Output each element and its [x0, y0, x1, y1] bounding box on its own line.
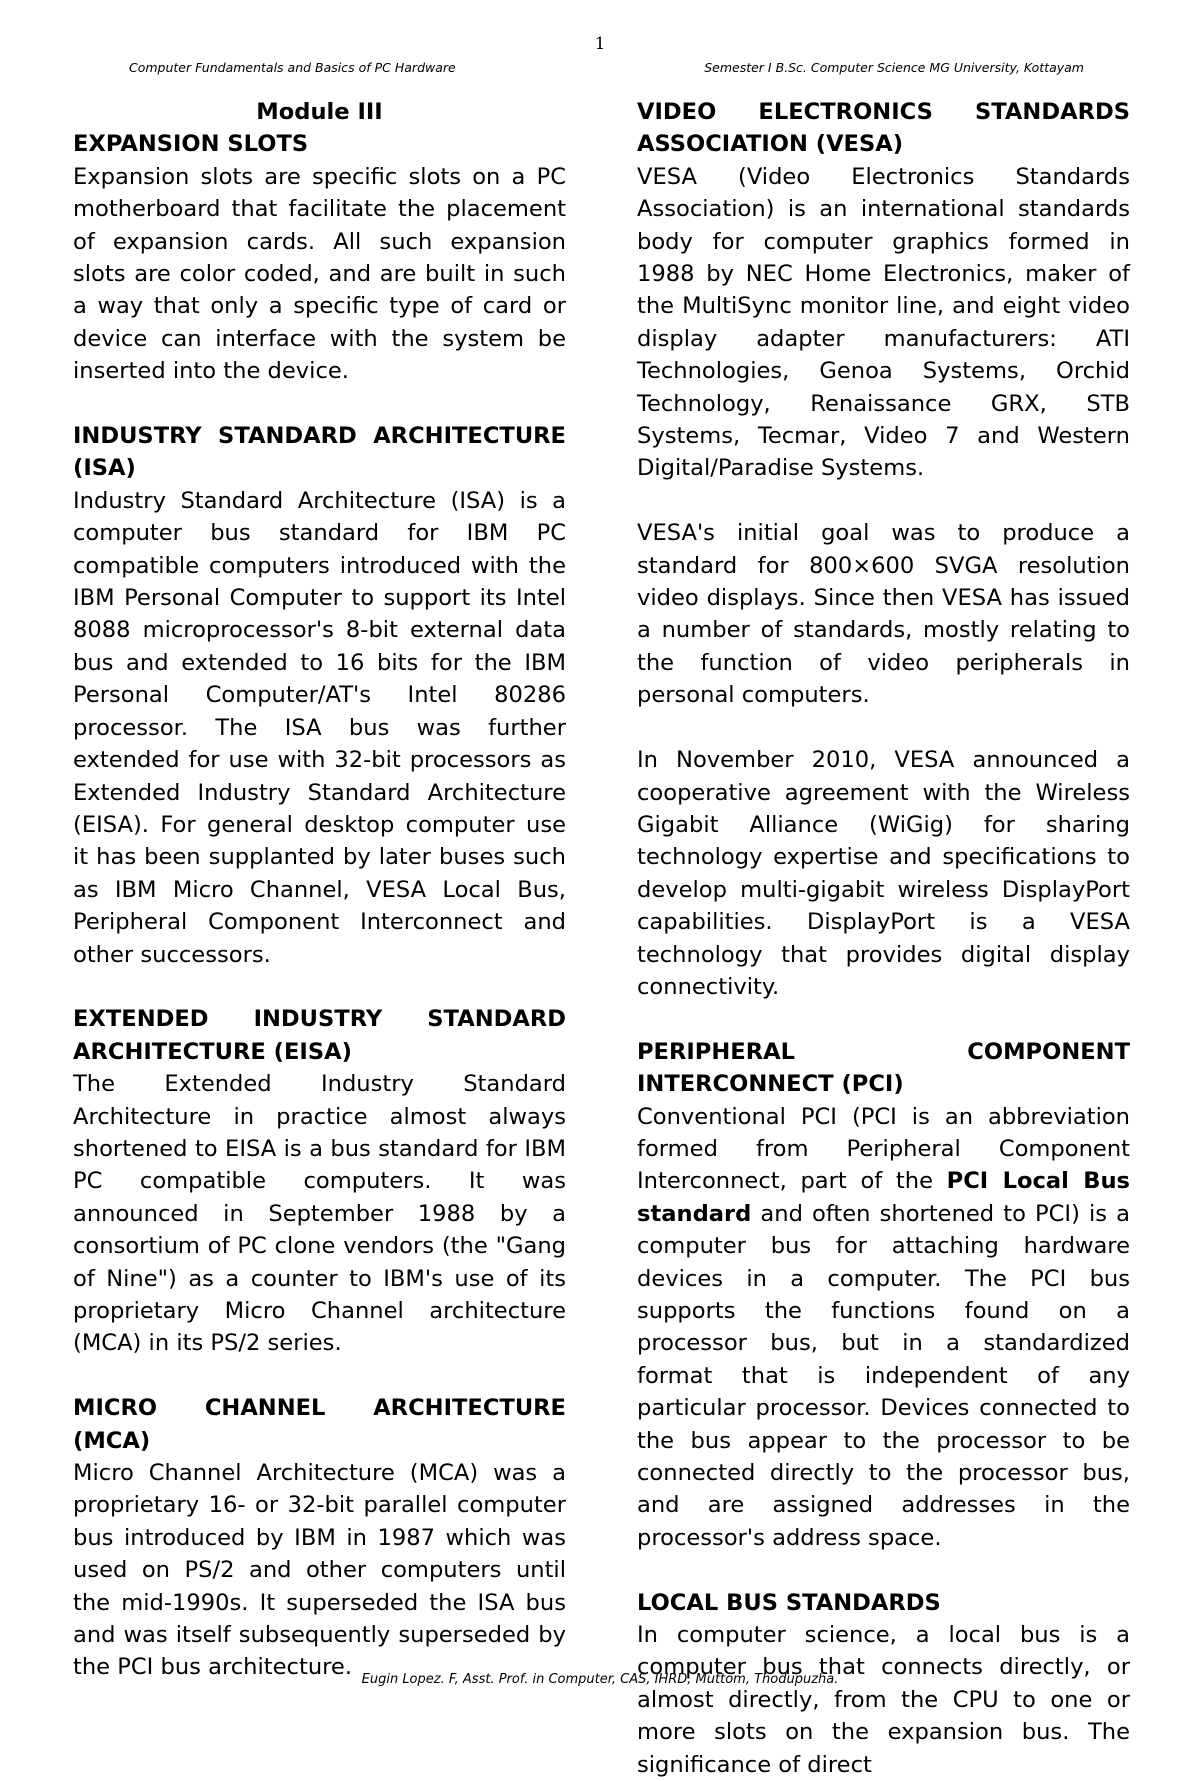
- page-number: 1: [594, 34, 606, 54]
- pci-body: [637, 1101, 1130, 1555]
- mca-heading: MICRO CHANNEL ARCHITECTURE (MCA): [73, 1395, 566, 1454]
- expansion-slots-heading: EXPANSION SLOTS: [73, 131, 309, 158]
- vesa-body-2: VESA's initial goal was to produce a standard for 800×600 SVGA resolution video displays. Since then VESA has issued a number of standards, mostly relating to the function of video peripherals in personal computers.: [637, 520, 1130, 709]
- pci-heading: PERIPHERAL COMPONENT INTERCONNECT (PCI): [637, 1038, 1130, 1098]
- eisa-heading: EXTENDED INDUSTRY STANDARD ARCHITECTURE (EISA): [73, 1006, 566, 1065]
- local-bus-heading: LOCAL BUS STANDARDS: [637, 1589, 941, 1616]
- pci-body-end: and often shortened to PCI) is a computer bus for attaching hardware devices in a computer. The PCI bus supports the functions found on a processor bus, but in a standardized format that is independent of any particular processor. Devices connected to the bus appear to the processor to be connected directly to the processor bus, and are assigned addresses in the processor's address space.: [637, 1200, 1130, 1551]
- vesa-body-1: VESA (Video Electronics Standards Association) is an international standards body for computer graphics formed in 1988 by NEC Home Electronics, maker of the MultiSync monitor line, and eight video display adapter manufacturers: ATI Technologies, Genoa Systems, Orchid Technology, Renaissance GRX, STB Systems, Tecmar, Video 7 and Western Digital/Paradise Systems.: [637, 163, 1130, 482]
- left-column: [73, 96, 566, 1684]
- expansion-slots-body: Expansion slots are specific slots on a PC motherboard that facilitate the placement of expansion cards. All such expansion slots are color coded, and are built in such a way that only a specific type of card or device can interface with the system be inserted into the device.: [73, 163, 566, 385]
- eisa-body: The Extended Industry Standard Architecture in practice almost always shortened to EISA is a bus standard for IBM PC compatible computers. It was announced in September 1988 by a consortium of PC clone vendors (the "Gang of Nine") as a counter to IBM's use of its proprietary Micro Channel architecture (MCA) in its PS/2 series.: [73, 1071, 566, 1357]
- mca-body: Micro Channel Architecture (MCA) was a proprietary 16- or 32-bit parallel computer bus introduced by IBM in 1987 which was used on PS/2 and other computers until the mid-1990s. It superseded the ISA bus and was itself subsequently superseded by the PCI bus architecture.: [73, 1460, 566, 1681]
- right-column: [637, 96, 1130, 1781]
- pci-body-bold: PCI Local Bus standard: [637, 1168, 1130, 1227]
- running-header-right: Semester I B.Sc. Computer Science MG University, Kottayam: [704, 60, 1084, 75]
- pci-body-start: Conventional PCI (PCI is an abbreviation formed from Peripheral Component Interconnect, part of the: [637, 1103, 1130, 1195]
- isa-heading: INDUSTRY STANDARD ARCHITECTURE (ISA): [73, 423, 566, 482]
- module-title: Module III: [256, 99, 383, 125]
- isa-body: Industry Standard Architecture (ISA) is a computer bus standard for IBM PC compatible computers introduced with the IBM Personal Computer to support its Intel 8088 microprocessor's 8-bit external data bus and extended to 16 bits for the IBM Personal Computer/AT's Intel 80286 processor. The ISA bus was further extended for use with 32-bit processors as Extended Industry Standard Architecture (EISA). For general desktop computer use it has been supplanted by later buses such as IBM Micro Channel, VESA Local Bus, Peripheral Component Interconnect and other successors.: [73, 487, 566, 968]
- vesa-body-3: In November 2010, VESA announced a cooperative agreement with the Wireless Gigabit Alliance (WiGig) for sharing technology expertise and specifications to develop multi-gigabit wireless DisplayPort capabilities. DisplayPort is a VESA technology that provides digital display connectivity.: [637, 747, 1130, 1000]
- page-footer: Eugin Lopez. F, Asst. Prof. in Computer, CAS, IHRD, Muttom, Thodupuzha.: [361, 1672, 839, 1687]
- running-header-left: Computer Fundamentals and Basics of PC Hardware: [129, 60, 456, 75]
- local-bus-body: In computer science, a local bus is a computer bus that connects directly, or almost directly, from the CPU to one or more slots on the expansion bus. The significance of direct: [637, 1622, 1130, 1778]
- vesa-heading: VIDEO ELECTRONICS STANDARDS ASSOCIATION (VESA): [637, 99, 1130, 158]
